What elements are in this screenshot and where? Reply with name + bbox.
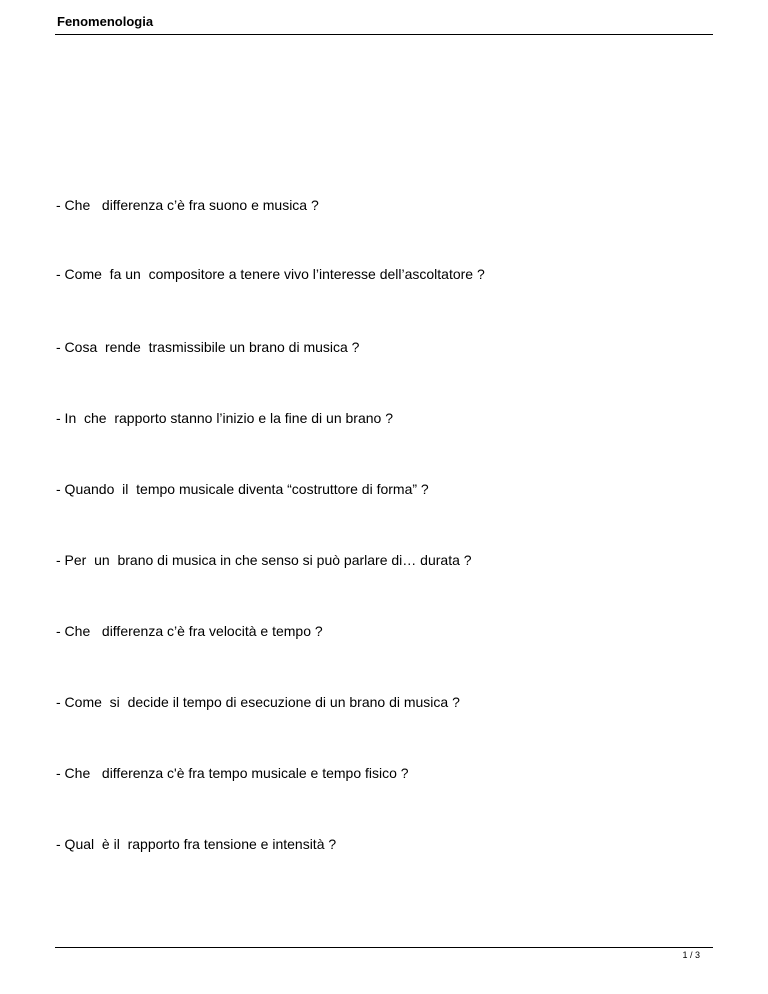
question-item: - Come si decide il tempo di esecuzione di un brano di musica ? <box>56 694 460 710</box>
question-item: - Qual è il rapporto fra tensione e intensità ? <box>56 836 337 852</box>
header-divider <box>55 34 713 35</box>
question-item: - Che differenza c’è fra suono e musica ? <box>56 197 319 213</box>
question-item: - Come fa un compositore a tenere vivo l’interesse dell’ascoltatore ? <box>56 266 485 282</box>
page-title: Fenomenologia <box>57 14 154 29</box>
question-item: - Quando il tempo musicale diventa “costruttore di forma” ? <box>56 481 429 497</box>
question-item: - Cosa rende trasmissibile un brano di musica ? <box>56 339 360 355</box>
question-item: - Che differenza c’è fra velocità e tempo ? <box>56 623 323 639</box>
page-number: 1 / 3 <box>682 950 700 960</box>
question-item: - Per un brano di musica in che senso si può parlare di… durata ? <box>56 552 472 568</box>
footer-divider <box>55 947 713 948</box>
question-item: - In che rapporto stanno l’inizio e la fine di un brano ? <box>56 410 393 426</box>
question-item: - Che differenza c'è fra tempo musicale e tempo fisico ? <box>56 765 409 781</box>
